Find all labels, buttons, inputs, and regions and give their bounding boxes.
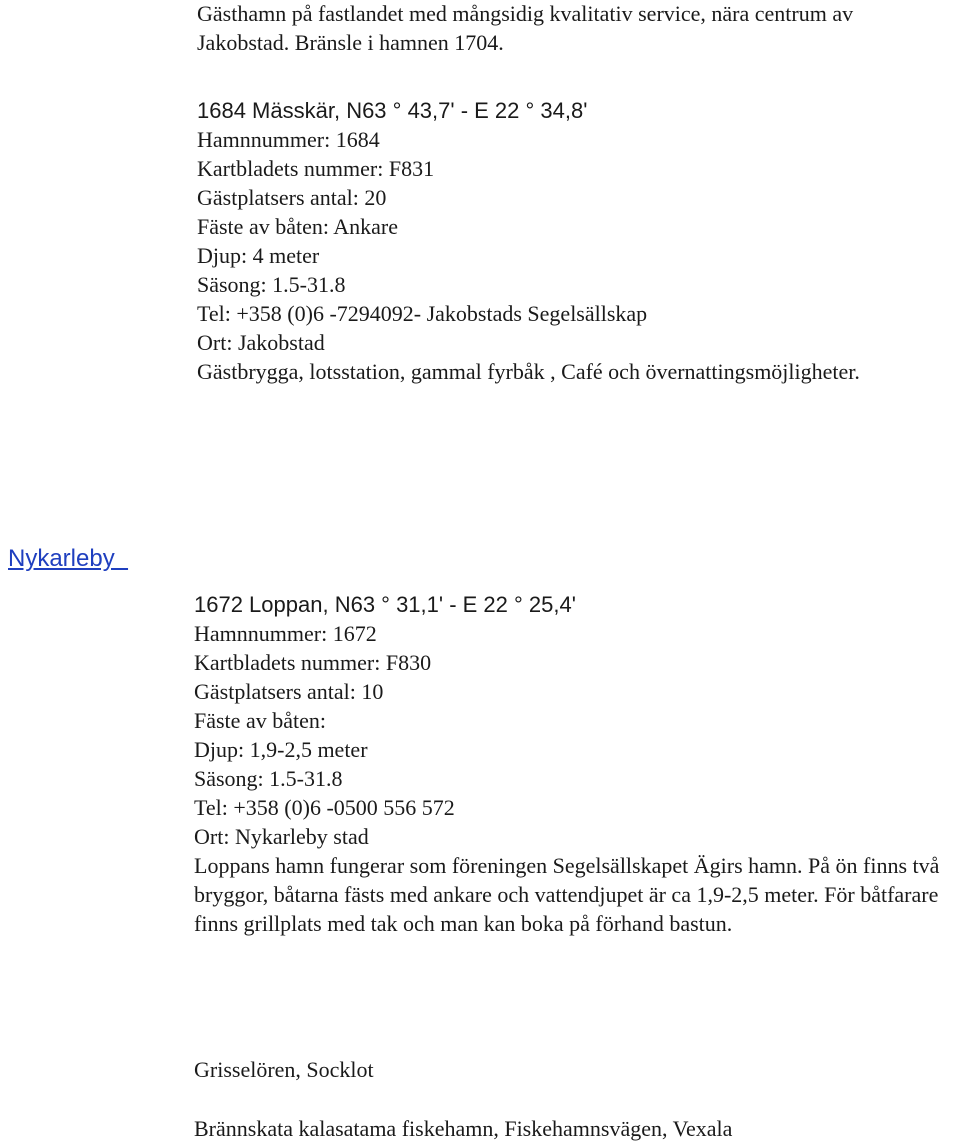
harbor-description: Gästbrygga, lotsstation, gammal fyrbåk , Café och övernattingsmöjligheter. [197, 359, 860, 384]
depth: Djup: 1,9-2,5 meter [194, 737, 368, 762]
location: Ort: Jakobstad [197, 330, 325, 355]
season: Säsong: 1.5-31.8 [194, 766, 343, 791]
harbor-heading: 1684 Mässkär, N63 ° 43,7' - E 22 ° 34,8' [197, 98, 588, 123]
harbor-heading: 1672 Loppan, N63 ° 31,1' - E 22 ° 25,4' [194, 592, 576, 617]
intro-line-2: Jakobstad. Bränsle i hamnen 1704. [197, 30, 504, 55]
guest-berths: Gästplatsers antal: 10 [194, 679, 384, 704]
location: Ort: Nykarleby stad [194, 824, 369, 849]
harbor-entry-1684 [197, 96, 957, 386]
phone: Tel: +358 (0)6 -0500 556 572 [194, 795, 455, 820]
harbor-description: Loppans hamn fungerar som föreningen Segelsällskapet Ägirs hamn. På ön finns två bryggor, båtarna fästs med ankare och vattendjupet är ca 1,9-2,5 meter. För båtfarare finns grillplats med tak och man kan boka på förhand bastun. [194, 853, 940, 936]
season: Säsong: 1.5-31.8 [197, 272, 346, 297]
harbor-title-grisseloren: Grisselören, Socklot [194, 1057, 374, 1082]
nykarleby-link[interactable]: Nykarleby [8, 545, 129, 572]
mooring-type: Fäste av båten: Ankare [197, 214, 398, 239]
chart-number: Kartbladets nummer: F831 [197, 156, 435, 181]
harbor-number: Hamnnummer: 1684 [197, 127, 380, 152]
harbor-number: Hamnnummer: 1672 [194, 621, 377, 646]
mooring-type: Fäste av båten: [194, 708, 326, 733]
guest-berths: Gästplatsers antal: 20 [197, 185, 387, 210]
intro-line-1: Gästhamn på fastlandet med mångsidig kvalitativ service, nära centrum av [197, 1, 854, 26]
harbor-entry-1672 [194, 590, 956, 938]
phone: Tel: +358 (0)6 -7294092- Jakobstads Segelsällskap [197, 301, 648, 326]
harbor-title-brannskata: Brännskata kalasatama fiskehamn, Fiskehamnsvägen, Vexala [194, 1116, 733, 1141]
depth: Djup: 4 meter [197, 243, 320, 268]
intro-paragraph [197, 0, 957, 57]
chart-number: Kartbladets nummer: F830 [194, 650, 432, 675]
